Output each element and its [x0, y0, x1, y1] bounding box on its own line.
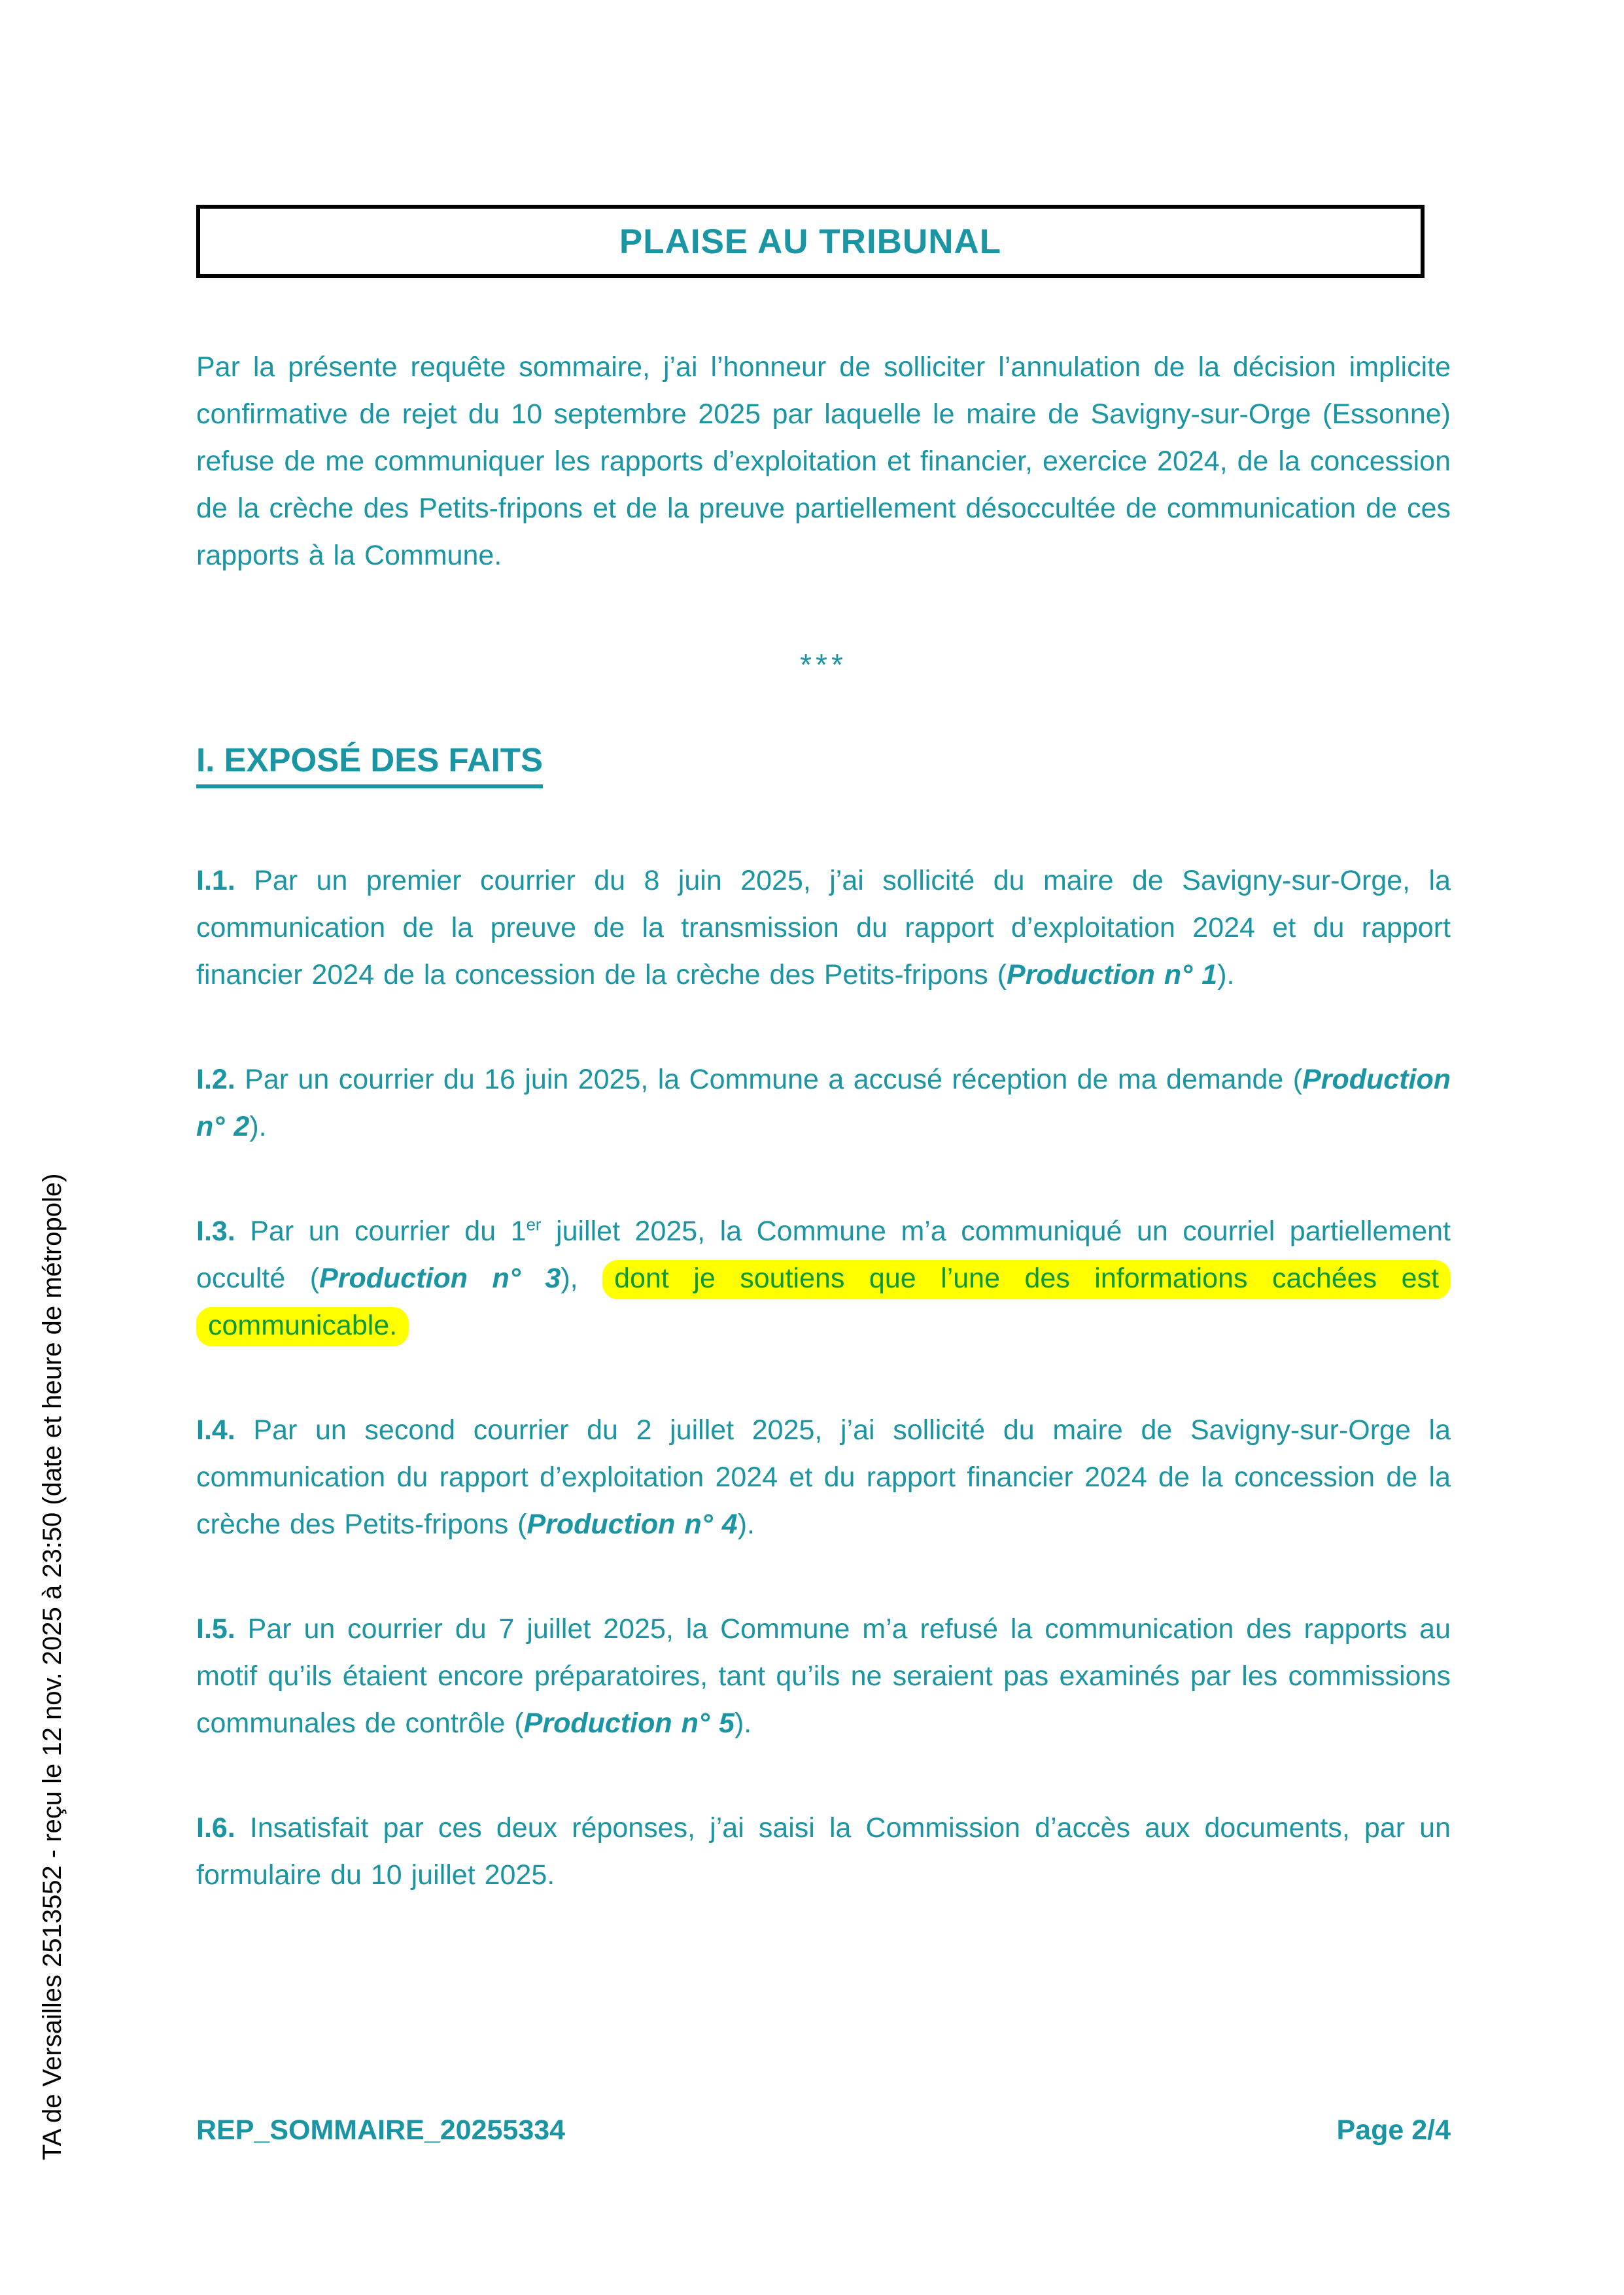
- paragraph-number: I.6.: [196, 1812, 235, 1844]
- asterisk-separator: ***: [800, 648, 847, 682]
- intro-paragraph: Par la présente requête sommaire, j’ai l’honneur de solliciter l’annulation de la décision implicite confirmative de rejet du 10 septembre 2025 par laquelle le maire de Savigny-sur-Orge (Essonne) refuse de me communiquer les rapports d’exploitation et financier, exercice 2024, de la concession de la crèche des Petits-fripons et de la preuve partiellement désoccultée de communication de ces rapports à la Commune.: [196, 351, 1451, 571]
- paragraph-text: ).: [737, 1509, 755, 1540]
- fact-paragraph-i1: [196, 857, 1451, 998]
- paragraph-text: Par un second courrier du 2 juillet 2025, j’ai sollicité du maire de Savigny-sur-Orge la communication du rapport d’exploitation 2024 et du rapport financier 2024 de la concession de la crèche des Petits-fripons (: [196, 1414, 1451, 1540]
- production-reference: Production n° 5: [523, 1708, 734, 1739]
- paragraph-number: I.5.: [196, 1613, 235, 1645]
- filing-stamp-vertical: TA de Versailles 2513552 - reçu le 12 nov. 2025 à 23:50 (date et heure de métropole): [38, 1173, 67, 2160]
- paragraph-number: I.1.: [196, 865, 235, 896]
- highlighted-claim: dont je soutiens que l’une des informations cachées est communicable.: [196, 1260, 1451, 1346]
- production-reference: Production n° 3: [319, 1263, 561, 1294]
- ordinal-superscript: er: [526, 1216, 542, 1235]
- fact-paragraph-i4: [196, 1407, 1451, 1548]
- paragraph-number: I.4.: [196, 1414, 235, 1446]
- paragraph-number: I.3.: [196, 1216, 235, 1247]
- paragraph-text: juillet 2025, la Commune m’a communiqué un courriel partiellement occulté (: [196, 1216, 1451, 1294]
- paragraph-text: ),: [561, 1263, 603, 1294]
- page-footer: [196, 2114, 1451, 2146]
- paragraph-text: ).: [1217, 959, 1235, 990]
- paragraph-text: ).: [734, 1708, 752, 1739]
- paragraph-text: Insatisfait par ces deux réponses, j’ai saisi la Commission d’accès aux documents, par un formulaire du 10 juillet 2025.: [196, 1812, 1451, 1891]
- page-number: Page 2/4: [1336, 2114, 1451, 2146]
- paragraph-number: I.2.: [196, 1064, 235, 1095]
- fact-paragraph-i2: [196, 1056, 1451, 1150]
- production-reference: Production n° 1: [1007, 959, 1218, 990]
- section-heading: [196, 741, 1451, 788]
- paragraph-text: Par un premier courrier du 8 juin 2025, j’ai sollicité du maire de Savigny-sur-Orge, la communication de la preuve de la transmission du rapport d’exploitation 2024 et du rapport financier 2024 de la concession de la crèche des Petits-fripons (: [196, 865, 1451, 990]
- document-reference: REP_SOMMAIRE_20255334: [196, 2114, 566, 2146]
- document-body: [196, 205, 1451, 1899]
- production-reference: Production n° 4: [527, 1509, 738, 1540]
- paragraph-text: Par un courrier du 7 juillet 2025, la Commune m’a refusé la communication des rapports au motif qu’ils étaient encore préparatoires, tant qu’ils ne seraient pas examinés par les commissions communales de contrôle (: [196, 1613, 1451, 1739]
- fact-paragraph-i6: [196, 1804, 1451, 1899]
- fact-paragraph-i5: [196, 1605, 1451, 1747]
- section-heading-text: I. EXPOSÉ DES FAITS: [196, 741, 543, 788]
- paragraph-text: ).: [249, 1111, 267, 1142]
- fact-paragraph-i3: [196, 1208, 1451, 1349]
- page-title: PLAISE AU TRIBUNAL: [619, 222, 1002, 261]
- production-reference: Production n° 2: [196, 1064, 1451, 1142]
- paragraph-text: Par un courrier du 16 juin 2025, la Commune a accusé réception de ma demande (: [235, 1064, 1303, 1095]
- paragraph-text: Par un courrier du 1: [235, 1216, 527, 1247]
- title-box: [196, 205, 1425, 278]
